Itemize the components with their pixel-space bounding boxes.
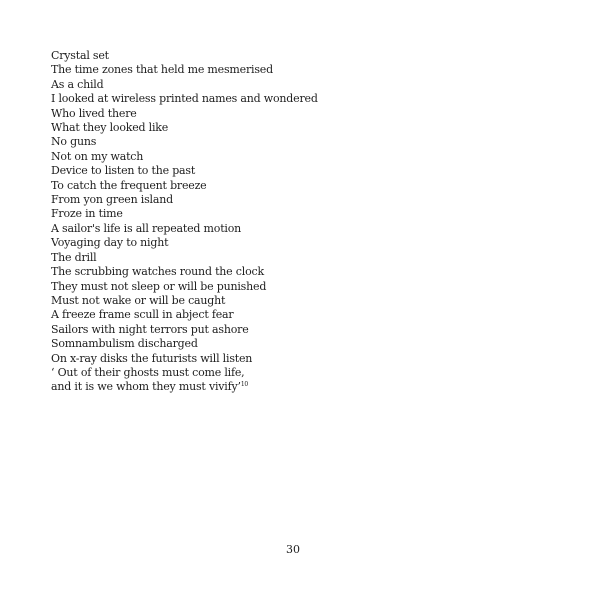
- poem-line: Sailors with night terrors put ashore: [51, 322, 249, 336]
- page-number: 30: [286, 543, 300, 556]
- poem-line: Must not wake or will be caught: [51, 293, 226, 307]
- poem-line: A sailor's life is all repeated motion: [51, 221, 242, 235]
- poem-line: Somnambulism discharged: [51, 337, 198, 351]
- poem-line: They must not sleep or will be punished: [51, 279, 267, 293]
- poem-line: Crystal set: [51, 49, 109, 62]
- poem-line: ‘ Out of their ghosts must come life,: [51, 365, 245, 379]
- poem-line: The time zones that held me mesmerised: [51, 63, 273, 77]
- poem-line: Who lived there: [51, 106, 137, 120]
- footnote-marker: 10: [240, 381, 249, 389]
- poem-line-text: and it is we whom they must vivify’: [51, 380, 241, 394]
- poem-line: What they looked like: [51, 121, 169, 135]
- poem-line: The scrubbing watches round the clock: [51, 265, 264, 279]
- poem-line: To catch the frequent breeze: [51, 178, 207, 192]
- poem-last-line: [51, 380, 318, 394]
- poem-line: A freeze frame scull in abject fear: [51, 308, 234, 322]
- poem-line: Not on my watch: [51, 149, 144, 163]
- poem-line: As a child: [51, 77, 104, 91]
- poem-line: On x-ray disks the futurists will listen: [51, 351, 253, 365]
- poem-line: No guns: [51, 135, 97, 149]
- poem-line: Voyaging day to night: [51, 236, 169, 250]
- poem-line: Device to listen to the past: [51, 164, 196, 178]
- poem-line: Froze in time: [51, 207, 123, 221]
- poem-line: From yon green island: [51, 193, 173, 207]
- poem-line: I looked at wireless printed names and wondered: [51, 92, 318, 106]
- poem-line: The drill: [51, 250, 97, 264]
- poem-body: [51, 49, 318, 395]
